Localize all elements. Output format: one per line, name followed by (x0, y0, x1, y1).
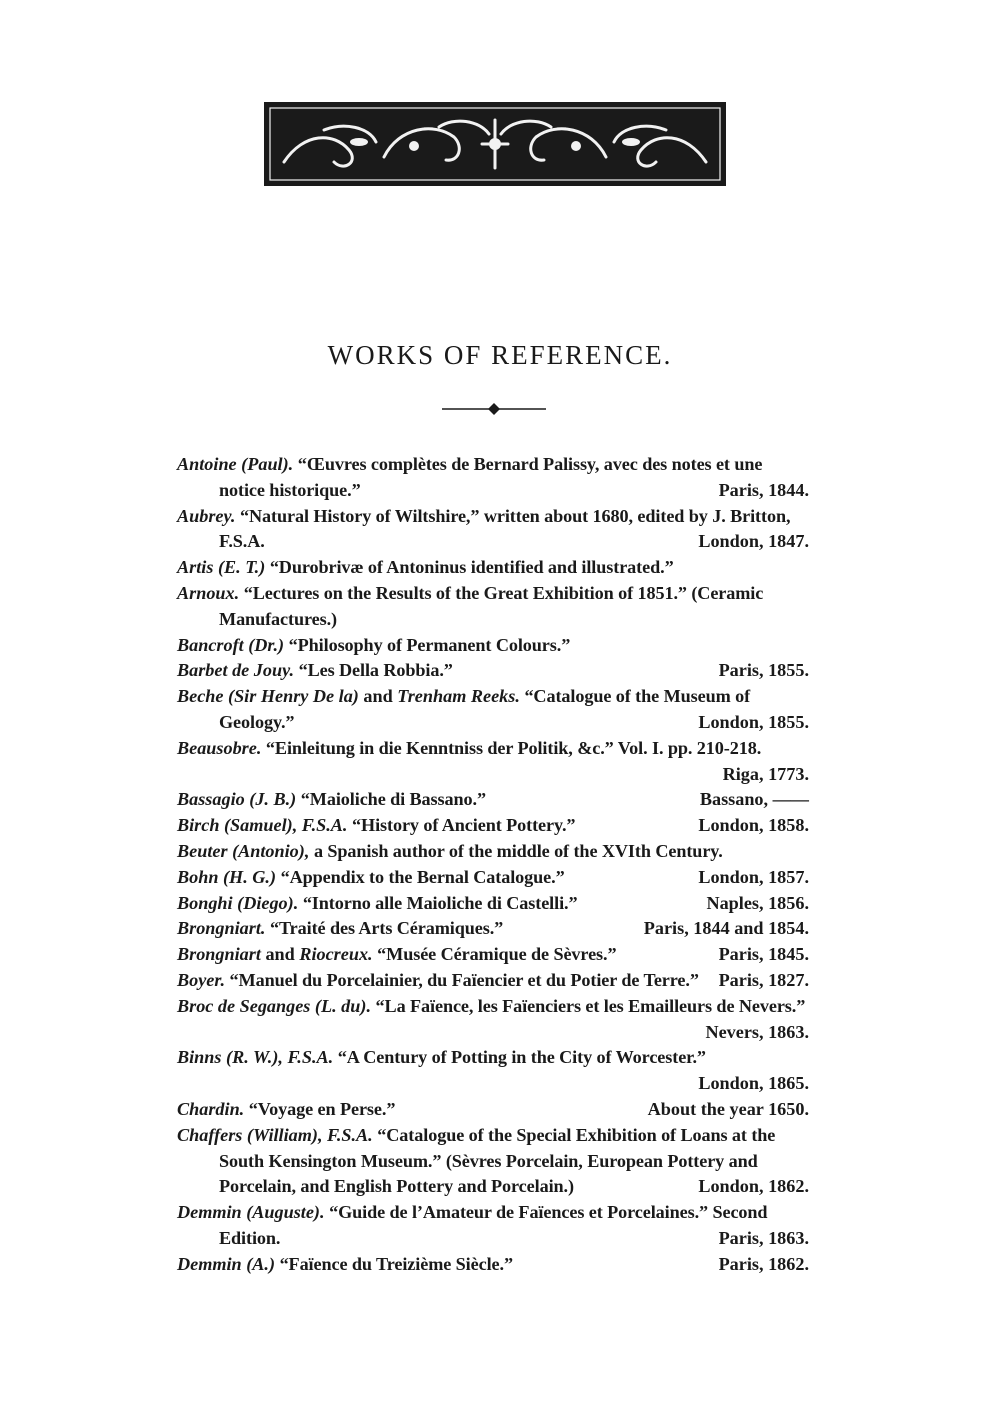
entry-place-date: London, 1857. (698, 866, 809, 887)
entry-author: Artis (E. T.) (177, 557, 266, 578)
entry-title: “Natural History of Wiltshire,” written about 1680, edited by J. Britton, F.S.A. (219, 505, 791, 552)
headpiece-ornament (264, 102, 726, 186)
entry-author: Arnoux. (177, 582, 240, 603)
entry-place-date: Paris, 1844 and 1854. (643, 918, 809, 939)
entry-author: Chardin. (177, 1098, 245, 1119)
reference-entry (177, 1045, 809, 1097)
reference-entry (177, 581, 809, 633)
entry-author: Bancroft (Dr.) (177, 634, 285, 655)
entry-author: Beche (Sir Henry De la) (177, 686, 359, 707)
reference-entry (177, 787, 809, 813)
reference-entry (177, 504, 809, 556)
entry-author: Boyer. (177, 969, 225, 990)
reference-entry (177, 994, 809, 1046)
entry-coauthor: Trenham Reeks. (397, 686, 520, 707)
entry-author: Antoine (Paul). (177, 454, 294, 474)
reference-entry (177, 891, 809, 917)
reference-entry (177, 916, 809, 942)
reference-entry (177, 736, 809, 788)
reference-entry (177, 942, 809, 968)
reference-entry (177, 1200, 809, 1252)
entry-place-date: Paris, 1827. (718, 969, 809, 990)
entry-author: Binns (R. W.), F.S.A. (177, 1047, 334, 1068)
entry-place-date: Paris, 1845. (718, 944, 809, 965)
entry-title: “A Century of Potting in the City of Worcester.” (337, 1047, 706, 1068)
entry-title: “Philosophy of Permanent Colours.” (288, 634, 571, 655)
entry-title: “La Faïence, les Faïenciers et les Emailleurs de Nevers.” (375, 995, 806, 1016)
entry-title: “Œuvres complètes de Bernard Palissy, avec des notes et une notice historique.” (219, 454, 763, 500)
reference-entry (177, 839, 809, 865)
reference-entry (177, 1252, 809, 1278)
reference-entry (177, 968, 809, 994)
entry-place-date: About the year 1650. (647, 1098, 809, 1119)
reference-entry (177, 658, 809, 684)
entry-author: Bassagio (J. B.) (177, 789, 297, 810)
entry-title: a Spanish author of the middle of the XVIth Century. (313, 840, 723, 861)
entry-author: Brongniart (177, 944, 261, 965)
entry-author: Beuter (Antonio), (177, 840, 310, 861)
entry-title: “Musée Céramique de Sèvres.” (377, 944, 617, 965)
entry-title: “Catalogue of the Museum of Geology.” (219, 686, 751, 732)
entry-place-date: London, 1862. (698, 1176, 809, 1197)
reference-entry (177, 684, 809, 736)
entry-place-date: London, 1858. (698, 815, 809, 836)
entry-place-date: Paris, 1855. (718, 660, 809, 681)
entry-place-date: London, 1855. (698, 711, 809, 732)
entry-place-date: London, 1847. (698, 531, 809, 552)
entry-title: “Traité des Arts Céramiques.” (270, 918, 504, 939)
entry-title: “Lectures on the Results of the Great Exhibition of 1851.” (Ceramic Manufactures.) (219, 582, 764, 629)
title-divider (442, 402, 546, 416)
reference-entry (177, 1097, 809, 1123)
entry-title: “Voyage en Perse.” (248, 1098, 396, 1119)
entry-place-date: Nevers, 1863. (705, 1021, 809, 1042)
entry-place-date: Bassano, —— (699, 789, 809, 810)
entry-title: “Manuel du Porcelainier, du Faïencier et du Potier de Terre.” (229, 969, 699, 990)
entry-joiner: and (265, 944, 295, 965)
entry-author: Chaffers (William), F.S.A. (177, 1124, 373, 1145)
reference-entry (177, 633, 809, 659)
entry-title: “Intorno alle Maioliche di Castelli.” (302, 892, 578, 913)
entry-place-date: Paris, 1863. (718, 1227, 809, 1248)
entry-place-date: Naples, 1856. (706, 892, 809, 913)
entry-place-date: Paris, 1862. (718, 1253, 809, 1274)
reference-entry (177, 865, 809, 891)
entry-title: “Einleitung in die Kenntniss der Politik, &c.” Vol. I. pp. 210-218. (265, 737, 762, 758)
entry-place-date: Riga, 1773. (722, 763, 809, 784)
entry-author: Brongniart. (177, 918, 266, 939)
reference-list (177, 452, 809, 1278)
entry-title: “Guide de l’Amateur de Faïences et Porcelaines.” Second Edition. (219, 1202, 768, 1248)
entry-title: “Catalogue of the Special Exhibition of Loans at the South Kensington Museum.” (Sèvres Porcelain, European Pottery and Porcelain, and English Pottery and Porcelain.) (219, 1124, 776, 1197)
entry-author: Birch (Samuel), F.S.A. (177, 815, 348, 836)
page-title: WORKS OF REFERENCE. (327, 340, 673, 370)
entry-author: Beausobre. (177, 737, 262, 758)
entry-place-date: Paris, 1844. (718, 479, 809, 500)
reference-entry (177, 1123, 809, 1200)
reference-entry (177, 813, 809, 839)
entry-author: Bonghi (Diego). (177, 892, 299, 913)
entry-title: “Durobrivæ of Antoninus identified and illustrated.” (269, 557, 674, 578)
entry-author: Demmin (Auguste). (177, 1202, 325, 1223)
entry-title: “History of Ancient Pottery.” (352, 815, 576, 836)
entry-title: “Appendix to the Bernal Catalogue.” (280, 866, 565, 887)
entry-author: Barbet de Jouy. (177, 660, 295, 681)
entry-author: Bohn (H. G.) (177, 866, 277, 887)
entry-author: Broc de Seganges (L. du). (177, 995, 371, 1016)
entry-title: “Les Della Robbia.” (298, 660, 453, 681)
reference-entry (177, 452, 809, 504)
entry-title: “Maioliche di Bassano.” (300, 789, 486, 810)
reference-entry (177, 555, 809, 581)
entry-author: Demmin (A.) (177, 1253, 276, 1274)
entry-coauthor: Riocreux. (299, 944, 373, 965)
entry-author: Aubrey. (177, 505, 236, 526)
entry-place-date: London, 1865. (698, 1073, 809, 1094)
entry-joiner: and (363, 686, 393, 707)
entry-title: “Faïence du Treizième Siècle.” (279, 1253, 513, 1274)
